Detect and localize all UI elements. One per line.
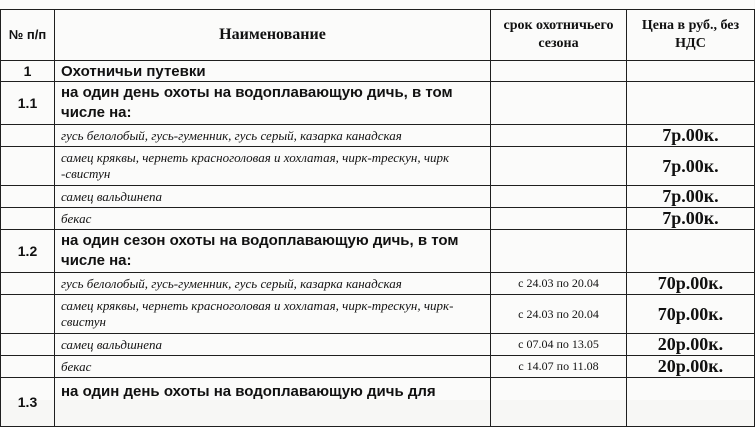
group-row xyxy=(1,230,755,273)
empty-cell xyxy=(491,61,627,82)
item-price: 70р.00к. xyxy=(627,273,755,295)
section-num: 1 xyxy=(1,61,55,82)
group-title: на один сезон охоты на водоплавающую дичь, в том числе на: xyxy=(55,230,491,273)
table-row xyxy=(1,125,755,147)
item-name: самец кряквы, чернеть красноголовая и хохлатая, чирк-трескун, чирк -свистун xyxy=(55,147,491,186)
table-row xyxy=(1,273,755,295)
item-name: гусь белолобый, гусь-гуменник, гусь серый, казарка канадская xyxy=(55,273,491,295)
item-price: 20р.00к. xyxy=(627,356,755,378)
item-season: с 14.07 по 11.08 xyxy=(491,356,627,378)
empty-cell xyxy=(491,230,627,273)
item-name: гусь белолобый, гусь-гуменник, гусь серый, казарка канадская xyxy=(55,125,491,147)
table-header-row xyxy=(1,10,755,61)
empty-cell xyxy=(1,273,55,295)
section-row xyxy=(1,61,755,82)
item-season xyxy=(491,147,627,186)
group-row xyxy=(1,378,755,427)
item-price: 70р.00к. xyxy=(627,295,755,334)
item-name: бекас xyxy=(55,356,491,378)
item-season: с 24.03 по 20.04 xyxy=(491,295,627,334)
group-num: 1.1 xyxy=(1,82,55,125)
group-row xyxy=(1,82,755,125)
table-row xyxy=(1,356,755,378)
header-price: Цена в руб., без НДС xyxy=(627,10,755,61)
item-name: бекас xyxy=(55,208,491,230)
item-price: 7р.00к. xyxy=(627,208,755,230)
item-price: 7р.00к. xyxy=(627,186,755,208)
group-num: 1.3 xyxy=(1,378,55,427)
section-title: Охотничьи путевки xyxy=(55,61,491,82)
item-name: самец кряквы, чернеть красноголовая и хохлатая, чирк-трескун, чирк-свистун xyxy=(55,295,491,334)
item-season xyxy=(491,186,627,208)
empty-cell xyxy=(491,378,627,427)
header-season: срок охотничьего сезона xyxy=(491,10,627,61)
table-row xyxy=(1,295,755,334)
item-price: 7р.00к. xyxy=(627,125,755,147)
empty-cell xyxy=(491,82,627,125)
item-name: самец вальдшнепа xyxy=(55,186,491,208)
table-row xyxy=(1,186,755,208)
item-name: самец вальдшнепа xyxy=(55,334,491,356)
empty-cell xyxy=(1,334,55,356)
empty-cell xyxy=(1,147,55,186)
header-name: Наименование xyxy=(55,10,491,61)
empty-cell xyxy=(627,378,755,427)
item-season xyxy=(491,125,627,147)
table-row xyxy=(1,334,755,356)
empty-cell xyxy=(627,82,755,125)
item-season: с 24.03 по 20.04 xyxy=(491,273,627,295)
empty-cell xyxy=(1,208,55,230)
item-price: 7р.00к. xyxy=(627,147,755,186)
empty-cell xyxy=(1,295,55,334)
empty-cell xyxy=(1,125,55,147)
empty-cell xyxy=(1,356,55,378)
item-price: 20р.00к. xyxy=(627,334,755,356)
table-row xyxy=(1,147,755,186)
item-season: с 07.04 по 13.05 xyxy=(491,334,627,356)
price-table xyxy=(0,9,755,427)
group-title: на один день охоты на водоплавающую дичь, в том числе на: xyxy=(55,82,491,125)
table-row xyxy=(1,208,755,230)
empty-cell xyxy=(627,230,755,273)
header-num: № п/п xyxy=(1,10,55,61)
item-season xyxy=(491,208,627,230)
group-title: на один день охоты на водоплавающую дичь для xyxy=(55,378,491,427)
group-num: 1.2 xyxy=(1,230,55,273)
empty-cell xyxy=(627,61,755,82)
empty-cell xyxy=(1,186,55,208)
